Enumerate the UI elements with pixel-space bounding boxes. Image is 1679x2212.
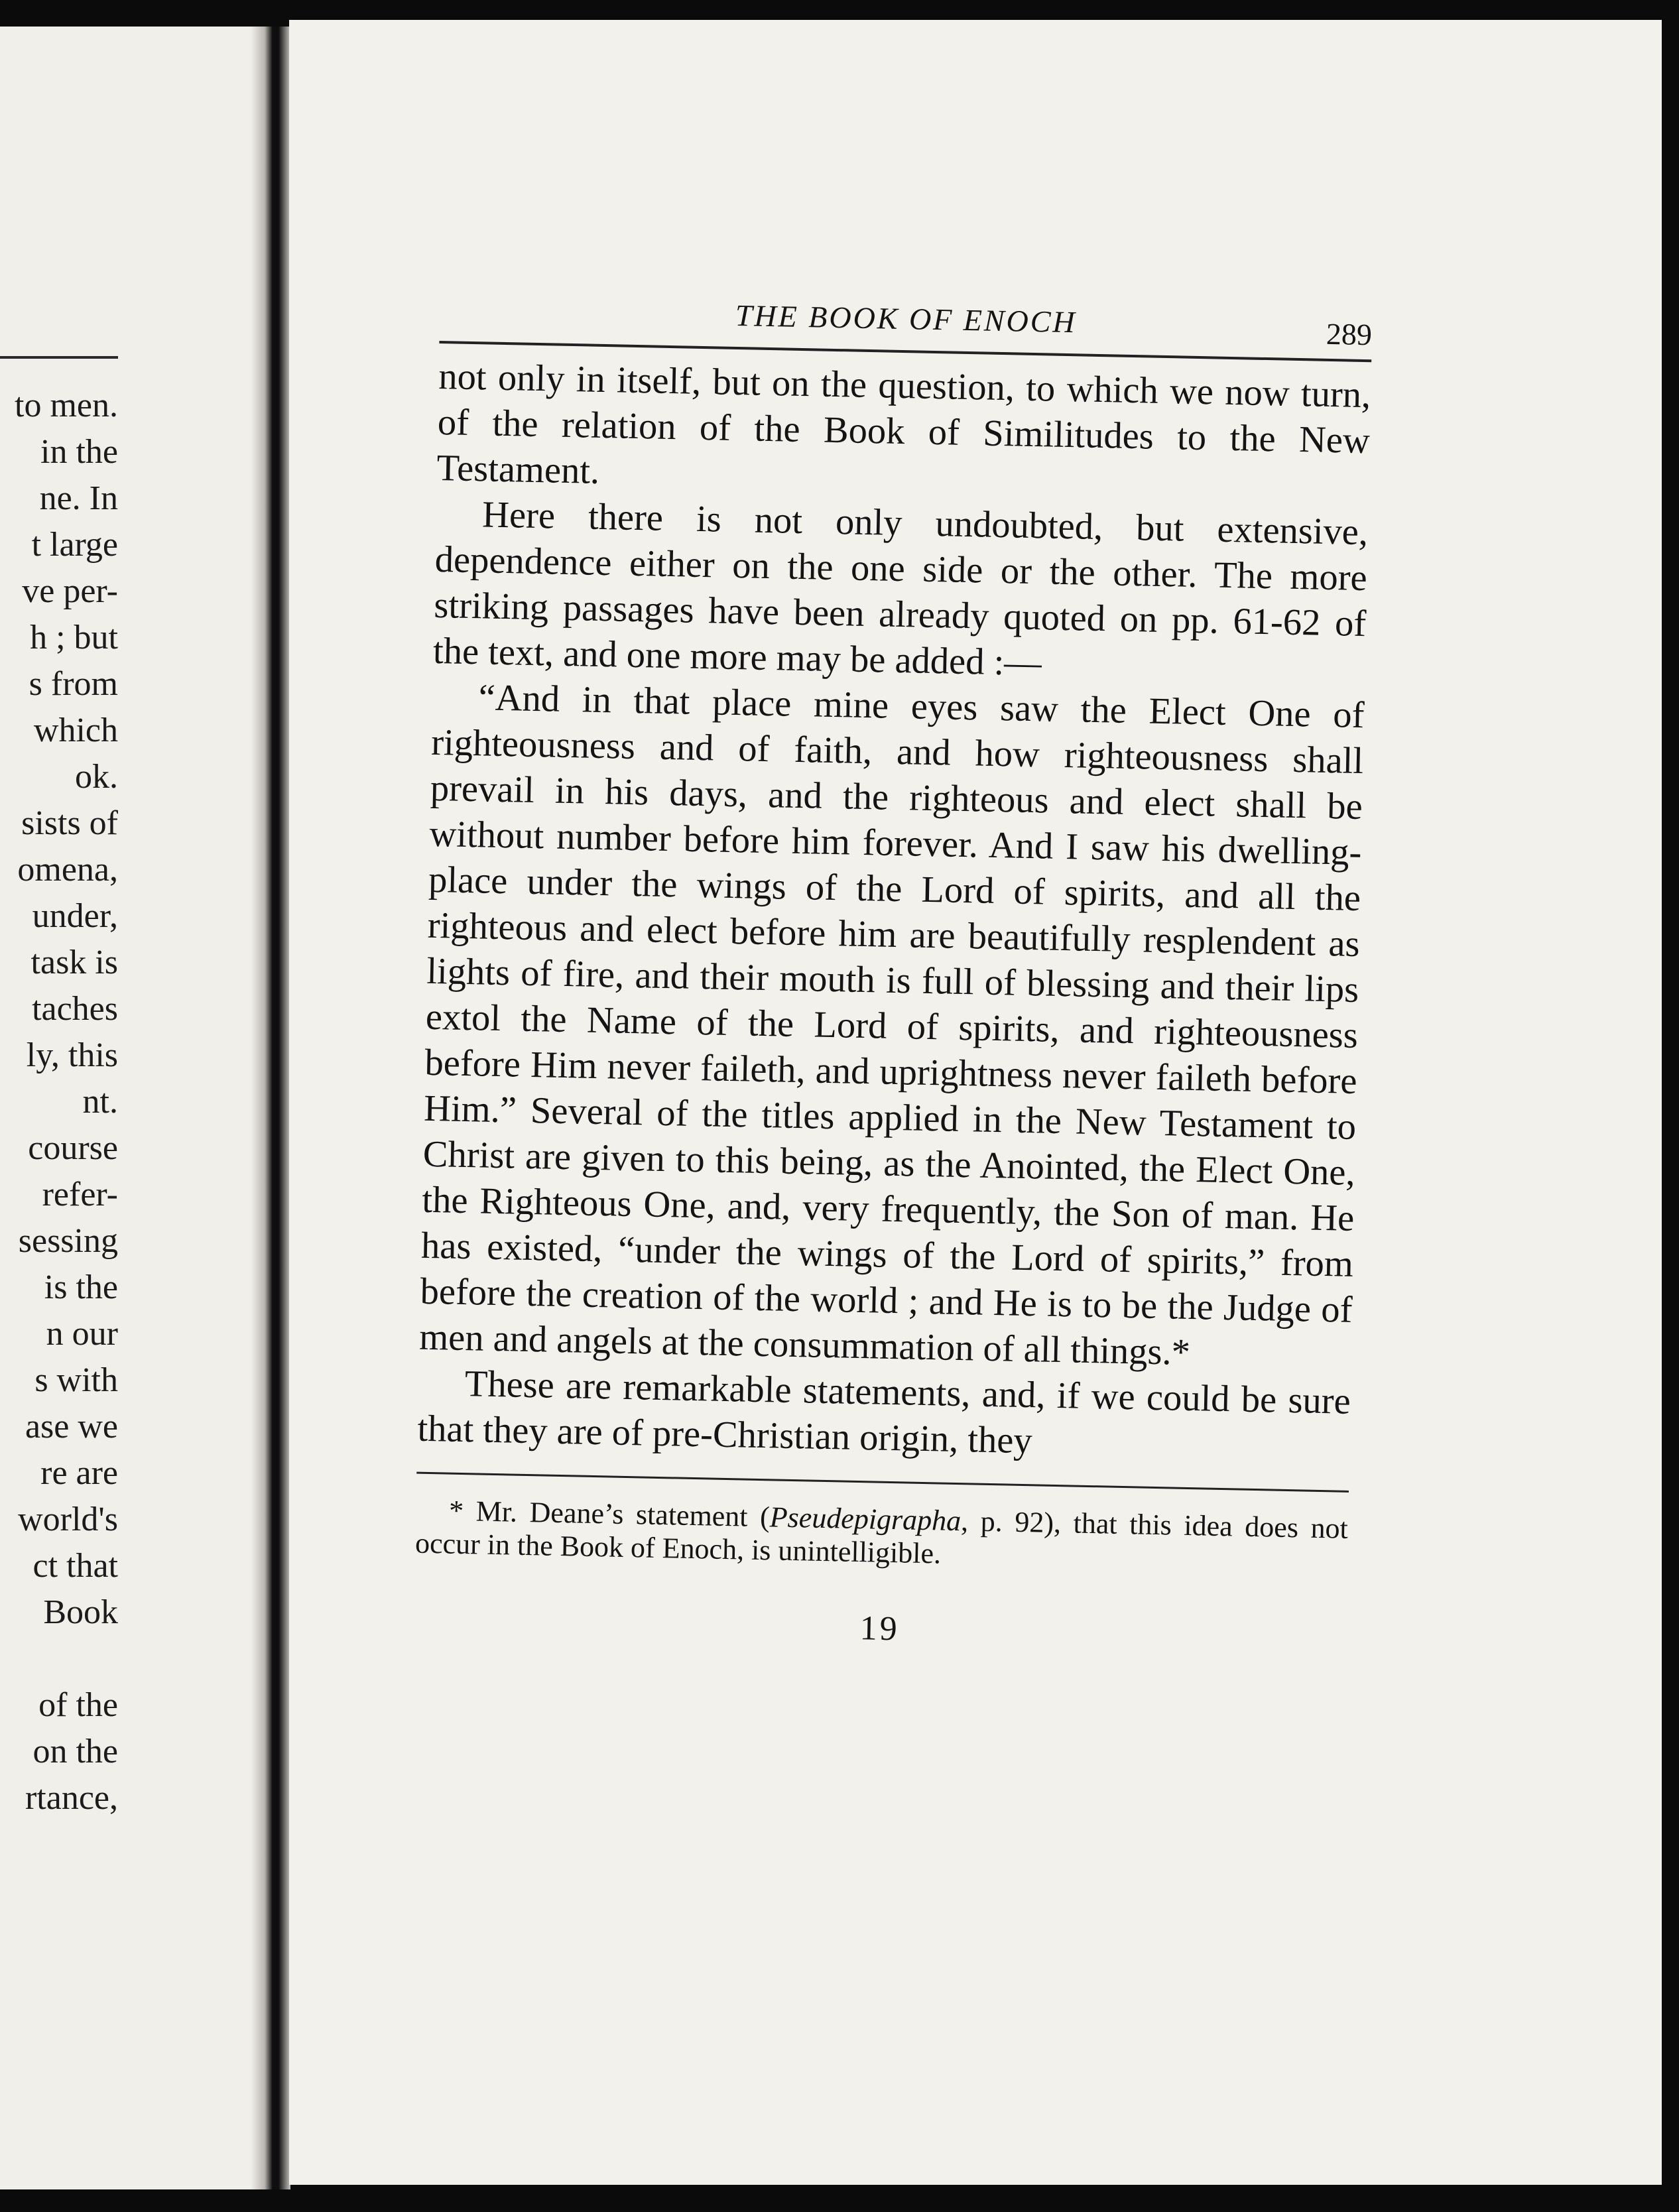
left-line: omena, [17,851,118,889]
left-line: in the [40,433,118,471]
left-line [0,1636,118,1682]
left-line: ok. [75,758,118,796]
left-line: ase we [25,1408,118,1445]
footnote-rule [416,1472,1349,1493]
left-line: course [28,1129,118,1167]
left-line: s from [29,665,118,703]
footnote-text-start: * Mr. Deane’s statement ( [448,1494,771,1534]
left-line: ne. In [39,479,118,517]
left-page-text [0,383,118,1821]
left-line: t large [31,526,118,564]
left-line: re are [40,1454,118,1492]
paragraph: Here there is not only undoubted, but extensive, dependence either on the one side or the other. The more striking passages have been already quoted on pp. 61-62 of the text, and one more may be added :— [432,494,1369,684]
left-line: ly, this [26,1036,118,1074]
left-line: to men. [15,387,118,424]
body-text [417,354,1371,1471]
left-line: sessing [18,1222,118,1260]
left-line: rtance, [25,1779,118,1817]
running-head [440,292,1373,357]
paragraph: These are remarkable statements, and, if we could be sure that they are of pre-Christian origin, they [416,1363,1351,1462]
footnote-text-end: , p. 92), that this idea does not occur in the Book of Enoch, is unintelligible. [414,1505,1349,1570]
left-line: ve per- [22,572,118,610]
left-line: which [33,711,118,749]
page-number: 289 [1326,316,1373,352]
page-content [413,292,1372,1658]
left-page [0,27,272,2189]
left-line: taches [32,990,118,1028]
left-line: task is [31,944,118,981]
running-title: THE BOOK OF ENOCH [735,298,1078,339]
left-page-rule [0,356,118,359]
left-line: world's [18,1501,118,1538]
left-line: Book [43,1593,118,1631]
left-line: h ; but [30,619,118,656]
book-gutter [251,27,290,2189]
left-line: ct that [32,1547,118,1585]
right-page [289,20,1662,2185]
left-line: sists of [21,804,118,842]
left-line: nt. [82,1083,118,1121]
signature-mark: 19 [859,1609,901,1648]
footnote [415,1494,1349,1579]
left-line: on the [32,1733,118,1770]
footnote-italic-title: Pseudepigrapha [769,1501,962,1538]
left-line: is the [44,1268,118,1306]
left-line: refer- [42,1176,118,1213]
paragraph: not only in itself, but on the question, to which we now turn, of the relation of the Book of Similitudes to the New Testament. [436,355,1371,492]
left-line: n our [46,1315,118,1353]
quoted-paragraph: “And in that place mine eyes saw the Elect One of righteousness and of faith, and how righteousness shall prevail in his days, and the righteous and elect shall be without number before him forever. And I saw his dwelling-place under the wings of the Lord of spirits, and all the righteous and elect before him are beautifully resplendent as lights of fire, and their mouth is full of blessing and their lips extol the Name of the Lord of spirits, and righteousness before Him never faileth, and uprightness never faileth before Him.” Several of the titles applied in the New Testament to Christ are given to this being, as the Anointed, the Elect One, the Righteous One, and, very frequently, the Son of man. He has existed, “under the wings of the Lord of spirits,” from before the creation of the world ; and He is to be the Judge of men and angels at the consummation of all things.* [418,677,1365,1374]
left-line: of the [38,1686,118,1724]
left-line: s with [34,1361,118,1399]
left-line: under, [32,897,118,935]
